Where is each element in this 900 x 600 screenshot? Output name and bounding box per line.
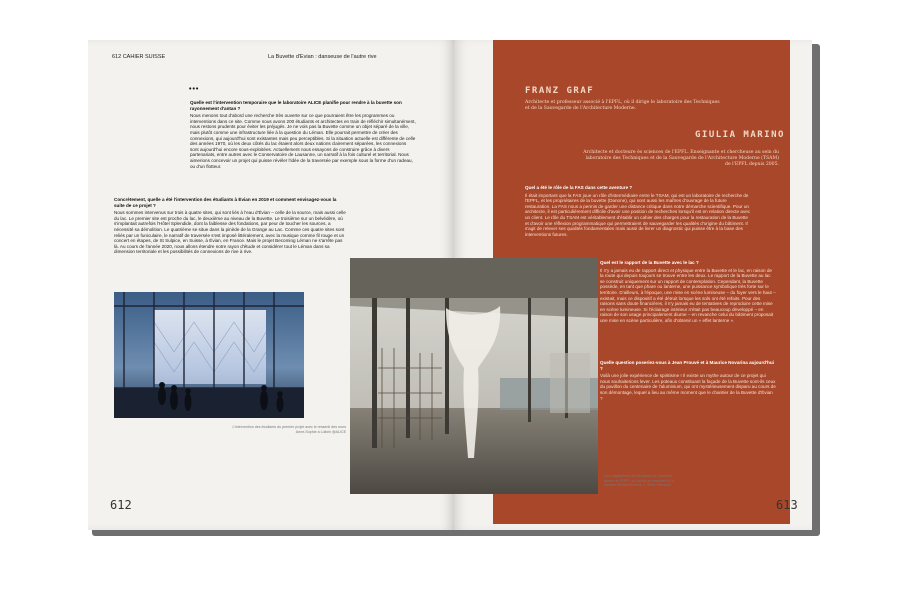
left-photo-caption: L'intervention des étudiants du premier projet avec le ressenti des murs Anne-Sophie à Lulloin @ALICE (232, 425, 346, 434)
installation-photo-image (114, 292, 304, 418)
panel-question-2: Quel est le rapport de la Buvette avec le lac ? (600, 260, 699, 265)
section-dots: ••• (189, 86, 200, 93)
panel-answer-1: Il était important que la FAS joue un rôle d'intermédiaire entre le TSAM, qui est un laboratoire de recherche de l'EPFL, et les propriétaires de la buvette (Danone), qui sont aussi les maîtres d'ouvrage de la future restauration. La FAS nous a permis de garder une distance critique dans notre démarche scientifique. Pour un architecte, il est particulièrement difficile d'avoir une position de recherches lorsqu'il est en relation directe avec un client. Le rôle du TSAM est véritablement d'établir un cahier des charges pour la restauration de la Buvette et d'avoir une réflexion programmatique qui permettraient de sauvegarder les qualités d'origine du bâtiment. Il s'agit de relever ses qualités fondamentales mais aussi de livrer un diagnostic qui puisse être à la base des interventions futures. (525, 192, 751, 237)
question-1: Quelle est l'intervention temporaire que le laboratoire ALICE planifie pour rendre à la buvette son rayonnement d'antan ? (190, 100, 402, 111)
interviewee-name-2: GIULIA MARINO (695, 130, 785, 140)
panel-answer-2: Il n'y a jamais eu de rapport direct et physique entre la Buvette et le lac, en raison de la route qui depuis toujours se trouve entre les deux. Le rapport de la Buvette au lac se construit uniquement sur un rapport de contemplation. Cependant, la Buvette possède, en tant que phare ou lanterne, une puissance symbolique très forte sur le territoire. D'ailleurs, à l'époque, une mise en scène lumineuse – du foyer vers le haut – existait, mais ce dispositif a été détruit lorsque les sols ont été refaits. Pour des raisons sans doute financières, il n'y jamais eu de tentatives de reproduire cette mise en scène lumineuse. Si l'éclairage intérieur n'était pas beaucoup développé – en raison de son usage principalement diurne – en revanche celui du bâtiment proposait une mise en scène particulière, afin d'obtenir un « effet lanterne ». (600, 267, 776, 323)
answer-1: Nous menons tout d'abord une recherche très ouverte sur ce que pourraient être les programmes ou interventions dans ce site. Comme nous avons 200 étudiants et architectes en train de réfléchir simultanément, nous restons prudents pour éviter les préjugés. Je ne vois pas la Buvette comme un objet séparé de la ville, mais plutôt comme une infrastructure liée à la question du Léman. Elle pourrait permettre de créer des connexions, qui aujourd'hui sont existantes mais peu perceptibles. Si la situation actuelle est différente de celle des années 1970, où les deux côtés du lac étaient alors deux nations clairement séparées, les connexions sont aujourd'hui encore sous-exploitées. Actuellement nous essayons de construire grâce à divers partenariats, entre autres avec le Conservatoire de Lausanne, un narratif à la fois culturel et territorial. Nous aimerions concevoir un projet qui puisse révéler l'idée de la traversée par exemple sous la forme d'un radeau, ou d'un flotteur. (190, 113, 416, 169)
right-folio: 613 (776, 498, 798, 512)
right-photo-caption: Les installations des étudiants de première année de l'EPFL sur pilotis se mesurent à la buvette d'Évian/Genève © Gilles Verzeroli (604, 474, 675, 487)
panel-answer-3: Voilà une jolie expérience de spiritisme ! Il existe un mythe autour de ce projet qui nous souhaiterions lever. Les poteaux constituant la façade de la Buvette sont-ils ceux du pavillon du centenaire de l'aluminium, qui ont mystérieusement disparu au cours de son démontage, lequel a lieu au même moment que le chantier de la Buvette d'Évian ? (600, 373, 776, 401)
interviewee-bio-2: Architecte et docteure ès sciences de l'EPFL. Enseignante et chercheuse au sein du laboratoire des Techniques et de la Sauvegarde de l'Architecture Moderne (TSAM) de l'EPFL depuis 2005. (583, 150, 779, 168)
buvette-interior-photo-image (350, 258, 598, 494)
left-folio: 612 (110, 498, 132, 512)
interviewee-name-1: FRANZ GRAF (525, 86, 595, 96)
panel-block-2 (600, 260, 776, 356)
panel-question-1: Quel a été le rôle de la FAS dans cette aventure ? (525, 185, 633, 190)
panel-block-3 (600, 360, 776, 418)
running-head-right: La Buvette d'Evian : danseuse de l'autre rive (268, 54, 377, 60)
panel-block-1 (525, 185, 753, 251)
buvette-interior-photo (350, 258, 598, 494)
panel-question-3: Quelle question poseriez-vous à Jean Prouvé et à Maurice Novarina aujourd'hui ? (600, 360, 774, 371)
interviewee-bio-1: Architecte et professeur associé à l'EPFL, où il dirige le laboratoire des Techniques et de la Sauvegarde de l'Architecture Moderne. (525, 100, 720, 112)
interview-block-2 (114, 197, 346, 273)
installation-photo (114, 292, 304, 418)
answer-2: Nous sommes intervenus sur trois à quatre sites, qui sont liés à l'eau d'Évian – celle de la source, mais aussi celle du lac. Le premier site est proche du lac, le deuxième au niveau de la Buvette. Le troisième sur un belvédère, où s'implantait autrefois l'Hôtel Splendide, dont la faiblesse des fondations, par peur de toucher les sources, a nécessité sa démolition. Le quatrième se situe dans la pinède de la Grange au Lac. Comme ces quatre sites sont reliés par un funiculaire, le narratif de traversée s'est imposé littéralement, avec la musique comme fil rouge et un concert en étapes, de St Sulpice, en Suisse, à Évian, en France. Mais le projet Becoming Léman ne s'arrête pas là. Au cours de l'année 2020, nous allons étendre notre rayon d'étude et considérer tout le Léman dans sa dimension territoriale et les possibilités de connexions de rive à rive. (114, 210, 346, 255)
interview-block-1 (190, 100, 416, 186)
question-2: Concrètement, quelle a été l'intervention des étudiants à Évian en 2019 et comment envisagez-vous la suite de ce projet ? (114, 197, 337, 208)
running-head-left: 612 CAHIER SUISSE (112, 54, 166, 60)
